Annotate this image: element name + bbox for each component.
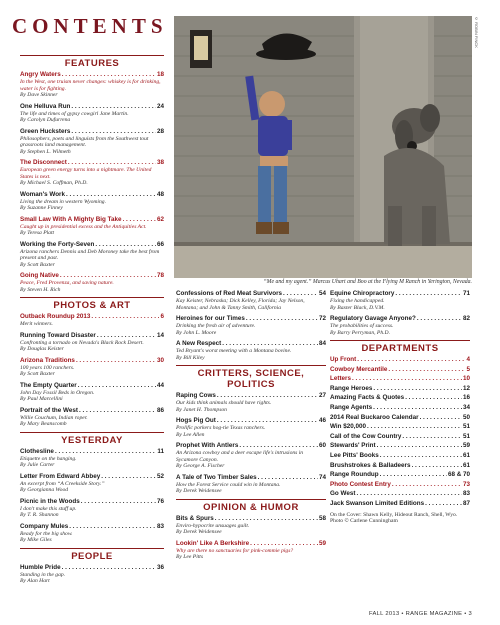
dot-leader xyxy=(76,357,156,365)
toc-entry xyxy=(20,498,164,519)
department-title: 2014 Real Buckaroo Calendar xyxy=(330,413,419,421)
dot-leader xyxy=(71,103,156,111)
toc-entry-page: 48 xyxy=(156,190,164,198)
dot-leader xyxy=(68,159,156,167)
toc-entry xyxy=(176,417,326,438)
people-section xyxy=(20,548,164,585)
toc-entry-byline: By Suzanne Finney xyxy=(20,205,63,211)
departments-section xyxy=(330,340,470,525)
dot-leader xyxy=(380,471,447,479)
toc-entry xyxy=(176,392,326,413)
toc-entry-byline: By Janet H. Thompson xyxy=(176,406,227,413)
toc-entry xyxy=(20,357,164,378)
toc-entry-byline: By Barry Perryman, Ph.D. xyxy=(330,329,390,336)
toc-entry-description: Prolific porkers hog-tie Texas ranchers. xyxy=(176,425,266,431)
toc-entry-description: Ready for the big show. xyxy=(20,530,73,537)
page-title: CONTENTS xyxy=(12,14,168,38)
toc-entry-title: A New Respect xyxy=(176,340,222,347)
toc-entry xyxy=(20,332,164,353)
left-column xyxy=(20,52,164,589)
department-page: 59 xyxy=(462,442,470,450)
dot-leader xyxy=(97,332,156,340)
toc-entry-row[interactable] xyxy=(20,103,164,111)
toc-entry-title: Equine Chiropractory xyxy=(330,290,395,297)
toc-entry-page: 11 xyxy=(157,447,164,455)
toc-entry-page: 66 xyxy=(156,240,164,248)
department-title: Go West xyxy=(330,490,356,498)
toc-entry-row[interactable] xyxy=(176,515,326,523)
toc-entry xyxy=(20,473,164,494)
department-title: Jack Swanson Limited Editions xyxy=(330,499,425,507)
department-page: 51 xyxy=(462,432,470,440)
toc-entry-byline: By Carolyn Dufurrena xyxy=(20,117,71,123)
toc-entry-title: Confessions of Red Meat Survivors xyxy=(176,290,283,297)
department-item[interactable] xyxy=(330,462,470,470)
dot-leader xyxy=(373,404,462,412)
toc-entry-page: 14 xyxy=(156,331,164,339)
section-heading: PHOTOS & ART xyxy=(20,297,164,311)
toc-entry-page: 86 xyxy=(156,406,164,414)
toc-entry-description: Enviro-hypocrite unsuages guilt. xyxy=(176,522,250,529)
toc-entry-byline: By Steven H. Rich xyxy=(20,286,61,293)
toc-entry-page: 58 xyxy=(318,514,326,522)
toc-entry-title: Going Native xyxy=(20,272,59,279)
dot-leader xyxy=(217,392,318,400)
toc-entry-title: Outback Roundup 2013 xyxy=(20,313,91,320)
toc-entry xyxy=(20,241,164,269)
toc-entry-row[interactable] xyxy=(20,332,164,340)
toc-entry-row[interactable] xyxy=(20,241,164,249)
dot-leader xyxy=(71,128,156,136)
toc-entry xyxy=(330,290,470,311)
toc-entry-title: A Tale of Two Timber Sales xyxy=(176,473,257,481)
toc-entry-row[interactable] xyxy=(20,272,164,280)
toc-entry-description: 100 years 100 ranchers. xyxy=(20,364,75,371)
toc-entry-description: Fixing the handicapped. xyxy=(330,298,385,304)
right-top-section xyxy=(330,290,470,336)
boy-and-dog-illustration xyxy=(174,16,472,278)
dot-leader xyxy=(258,474,318,482)
toc-entry-page: 74 xyxy=(318,473,326,481)
toc-entry-byline: By Lee Pitts xyxy=(176,554,204,560)
toc-entry-byline: By Baxter Black, D.V.M. xyxy=(330,304,385,311)
toc-entry-description: John Day Fossil Beds in Oregon. xyxy=(20,389,95,396)
toc-entry-byline: By Derek Weidensee xyxy=(176,529,222,535)
department-item[interactable] xyxy=(330,356,470,364)
photo-caption: “Me and my agent.” Marcus Uhart and Boo at the Flying M Ranch in Yerington, Nevada. xyxy=(263,279,472,285)
department-title: Win $20,000 xyxy=(330,423,366,431)
toc-entry-row[interactable] xyxy=(330,315,470,323)
toc-entry-title: Humble Pride xyxy=(20,563,61,571)
toc-entry-description: Philosophers, poets and linguists from the Southwest tout grassroots land management. xyxy=(20,135,149,148)
toc-entry-page: 59 xyxy=(318,539,326,547)
toc-entry-page: 84 xyxy=(318,340,326,347)
department-page: 73 xyxy=(462,480,470,488)
department-item[interactable] xyxy=(330,394,470,402)
toc-entry-page: 38 xyxy=(156,159,164,166)
photos-art-section xyxy=(20,297,164,428)
toc-entry-row[interactable] xyxy=(20,407,164,415)
toc-entry-row[interactable] xyxy=(176,474,326,482)
department-title: Range Roundup xyxy=(330,471,379,479)
toc-entry-page: 28 xyxy=(156,127,164,135)
toc-entry-title: Arizona Traditions xyxy=(20,356,75,364)
toc-entry-page: 83 xyxy=(156,522,164,530)
toc-entry-title: Company Mules xyxy=(20,522,69,530)
toc-entry-byline: By John L. Moore xyxy=(176,329,217,336)
department-page: 87 xyxy=(462,499,470,507)
toc-entry-title: Running Toward Disaster xyxy=(20,331,96,339)
toc-entry-description: I don't make this stuff up. xyxy=(20,505,77,512)
dot-leader xyxy=(62,71,156,79)
department-item[interactable] xyxy=(330,414,470,422)
dot-leader xyxy=(215,515,318,523)
toc-entry-row[interactable] xyxy=(20,313,164,321)
dot-leader xyxy=(356,490,462,498)
dot-leader xyxy=(123,216,156,224)
toc-entry xyxy=(20,448,164,469)
toc-entry-title: Working the Forty-Seven xyxy=(20,240,95,248)
toc-entry-description: Living the dream in western Wyoming. xyxy=(20,198,106,205)
toc-entry-title: One Helluva Run xyxy=(20,102,71,110)
toc-entry-row[interactable] xyxy=(20,382,164,390)
department-title: Photo Contest Entry xyxy=(330,480,391,488)
toc-entry xyxy=(20,103,164,124)
toc-entry-byline: By Teresa Platt xyxy=(20,230,55,236)
toc-entry-description: European green energy turns into a nightmare. The United States is next. xyxy=(20,167,152,180)
toc-entry-description: Drinking the fresh air of adventure. xyxy=(176,323,256,329)
toc-entry-title: Regulatory Gavage Anyone? xyxy=(330,315,416,322)
dot-leader xyxy=(352,375,462,383)
department-title: Up Front xyxy=(330,356,357,363)
middle-top-section xyxy=(176,290,326,361)
toc-entry-byline: By Alan Hart xyxy=(20,578,50,584)
department-item[interactable] xyxy=(330,452,470,460)
photo-credit: © ROBIN FINCK xyxy=(474,16,479,48)
toc-entry-row[interactable] xyxy=(20,128,164,136)
dot-leader xyxy=(412,462,462,470)
toc-entry-description: How the Forest Service could win in Montana. xyxy=(176,481,281,488)
cover-note: On the Cover: Shawn Kelly, Hideout Ranch, Shell, Wyo. Photo © Carlene Cunningham xyxy=(330,511,458,525)
toc-entry-byline: By Lee Allen xyxy=(176,431,205,438)
toc-entry-row[interactable] xyxy=(176,540,326,548)
toc-entry-description: In the West, one truism never changes: whiskey is for drinking, water is for fighting. xyxy=(20,79,161,92)
toc-entry xyxy=(20,564,164,585)
toc-entry-page: 30 xyxy=(156,356,164,364)
dot-leader xyxy=(373,385,462,393)
toc-entry-byline: By Scott Baxter xyxy=(20,261,55,268)
department-item[interactable] xyxy=(330,433,470,441)
dot-leader xyxy=(425,500,462,508)
toc-entry-description: Caught up in presidential excess and the Antiquities Act. xyxy=(20,223,147,230)
toc-entry-row[interactable] xyxy=(176,417,326,425)
toc-entry xyxy=(20,407,164,428)
dot-leader xyxy=(79,407,156,415)
toc-entry xyxy=(20,313,164,328)
dot-leader xyxy=(388,366,465,374)
toc-entry xyxy=(20,523,164,544)
toc-entry-page: 36 xyxy=(156,563,164,571)
department-page: 16 xyxy=(462,394,470,402)
toc-entry-description: Our kids think animals should have rights. xyxy=(176,400,272,406)
toc-entry-row[interactable] xyxy=(20,357,164,365)
toc-entry-description: The life and times of gypsy cowgirl Jane Martin. xyxy=(20,110,129,117)
department-title: Letters xyxy=(330,375,351,383)
toc-entry-byline: By Julie Carter xyxy=(20,462,55,468)
department-title: Cowboy Mercantile xyxy=(330,365,388,373)
department-page: 4 xyxy=(466,356,470,363)
dot-leader xyxy=(417,315,462,323)
dot-leader xyxy=(62,564,156,572)
toc-entry-byline: By Bill Kiley xyxy=(176,354,205,361)
toc-entry-row[interactable] xyxy=(20,191,164,199)
section-heading: PEOPLE xyxy=(20,548,164,562)
section-heading: CRITTERS, SCIENCE, POLITICS xyxy=(176,365,326,390)
dot-leader xyxy=(60,272,156,280)
toc-entry-title: Small Law With A Mighty Big Take xyxy=(20,215,122,223)
toc-entry-title: Picnic in the Woods xyxy=(20,497,80,505)
dot-leader xyxy=(405,394,462,402)
toc-entry-title: Prophet With Antlers xyxy=(176,442,239,449)
dot-leader xyxy=(377,442,462,450)
toc-entry-row[interactable] xyxy=(20,498,164,506)
toc-entry xyxy=(20,216,164,237)
dot-leader xyxy=(81,498,156,506)
toc-entry xyxy=(20,71,164,99)
toc-entry-row[interactable] xyxy=(176,315,326,323)
dot-leader xyxy=(392,481,462,489)
toc-entry-row[interactable] xyxy=(20,473,164,481)
section-heading: OPINION & HUMOR xyxy=(176,499,326,513)
toc-entry xyxy=(176,540,326,561)
toc-entry xyxy=(20,159,164,187)
toc-entry-title: The Empty Quarter xyxy=(20,381,77,389)
toc-entry-description: Why are there no sanctuaries for pink-commie pigs? xyxy=(176,547,294,554)
department-title: Amazing Facts & Quotes xyxy=(330,394,405,402)
features-section xyxy=(20,55,164,293)
department-title: Brushstrokes & Balladeers xyxy=(330,461,411,469)
toc-entry-byline: By Scott Baxter xyxy=(20,371,55,377)
toc-entry-description: Willie Couchum, Indian roper. xyxy=(20,414,88,421)
department-title: Range Agents xyxy=(330,403,373,411)
toc-entry-description: Confronting a tornado on Nevada's Black Rock Desert. xyxy=(20,339,144,346)
toc-entry-page: 72 xyxy=(318,315,326,322)
toc-entry-page: 46 xyxy=(318,417,326,424)
department-item[interactable] xyxy=(330,366,470,374)
toc-entry xyxy=(176,340,326,361)
toc-entry-byline: By Dave Skinner xyxy=(20,92,58,98)
toc-entry-title: Angry Waters xyxy=(20,71,61,78)
toc-entry-row[interactable] xyxy=(20,523,164,531)
toc-entry-page: 60 xyxy=(318,442,326,449)
toc-entry xyxy=(20,128,164,156)
toc-entry-title: Woman's Work xyxy=(20,190,66,198)
toc-entry-row[interactable] xyxy=(176,392,326,400)
dot-leader xyxy=(367,423,462,431)
toc-entry-title: Bits & Spurs xyxy=(176,514,214,522)
right-column xyxy=(330,290,470,525)
toc-entry-page: 18 xyxy=(156,71,164,78)
toc-entry xyxy=(176,474,326,495)
page-footer: FALL 2013 • RANGE MAGAZINE • 3 xyxy=(368,611,472,617)
toc-entry-page: 62 xyxy=(156,215,164,223)
toc-entry-byline: By Georgianna Wood xyxy=(20,487,69,493)
toc-entry-description: Ted Bryant's worst meeting with a Montana bovine. xyxy=(176,348,292,354)
department-title: Range Heroes xyxy=(330,384,373,392)
toc-entry-byline: By Derek Weidensee xyxy=(176,488,222,494)
toc-entry-description: Etiquette on the hanging. xyxy=(20,455,77,462)
dot-leader xyxy=(357,356,465,364)
department-item[interactable] xyxy=(330,404,470,412)
dot-leader xyxy=(283,290,318,298)
section-heading: FEATURES xyxy=(20,55,164,69)
section-heading: YESTERDAY xyxy=(20,432,164,446)
toc-entry xyxy=(330,315,470,336)
toc-entry-page: 78 xyxy=(156,272,164,279)
department-item[interactable] xyxy=(330,423,470,431)
department-item[interactable] xyxy=(330,471,470,479)
department-item[interactable] xyxy=(330,375,470,383)
toc-entry-page: 24 xyxy=(156,102,164,110)
toc-entry xyxy=(176,515,326,536)
toc-entry xyxy=(20,382,164,403)
toc-entry-page: 44 xyxy=(156,381,164,389)
department-item[interactable] xyxy=(330,442,470,450)
toc-entry-row[interactable] xyxy=(176,290,326,298)
toc-entry-title: The Disconnect xyxy=(20,159,67,166)
department-page: 34 xyxy=(462,403,470,411)
dot-leader xyxy=(55,448,156,456)
toc-entry xyxy=(176,442,326,470)
dot-leader xyxy=(380,452,462,460)
toc-entry-page: 27 xyxy=(318,392,326,399)
toc-entry-row[interactable] xyxy=(20,564,164,572)
toc-entry xyxy=(176,290,326,311)
department-item[interactable] xyxy=(330,500,470,508)
toc-entry-description: Peace, Fred Provenza, and saving nature. xyxy=(20,280,114,286)
toc-entry-byline: By George A. Fischer xyxy=(176,463,225,469)
dot-leader xyxy=(246,315,318,323)
critters-section xyxy=(176,365,326,495)
toc-entry-title: Portrait of the West xyxy=(20,406,78,414)
toc-entry-title: Raping Cows xyxy=(176,392,216,399)
toc-entry-description: An Arizona cowboy and a deer escape life's intrusions in Sycamore Canyon. xyxy=(176,450,304,463)
department-page: 61 xyxy=(462,451,470,459)
dot-leader xyxy=(66,191,156,199)
toc-entry-page: 71 xyxy=(462,290,470,297)
toc-entry-byline: By Mary Beanscomb xyxy=(20,421,67,427)
toc-entry-byline: By Paul Marcellini xyxy=(20,396,63,402)
dot-leader xyxy=(420,414,462,422)
toc-entry-title: Hogs Pig Out xyxy=(176,417,216,424)
toc-entry-description: Arizona ranchers Dennis and Deb Moroney take the best from present and past. xyxy=(20,248,160,261)
toc-entry xyxy=(20,272,164,293)
dot-leader xyxy=(91,313,159,321)
toc-entry-row[interactable] xyxy=(20,216,164,224)
middle-column xyxy=(176,290,326,565)
toc-entry-page: 52 xyxy=(156,472,164,480)
toc-entry-title: Letter From Edward Abbey xyxy=(20,472,101,480)
department-title: Stewards' Print xyxy=(330,442,376,450)
dot-leader xyxy=(395,290,462,298)
toc-entry-row[interactable] xyxy=(20,71,164,79)
dot-leader xyxy=(95,241,156,249)
toc-entry-page: 76 xyxy=(156,497,164,505)
toc-entry-byline: By T. R. Shannon xyxy=(20,512,59,518)
toc-entry-page: 54 xyxy=(318,290,326,297)
dot-leader xyxy=(69,523,156,531)
department-page: 12 xyxy=(462,384,470,392)
toc-entry-page: 6 xyxy=(160,313,164,320)
toc-entry-row[interactable] xyxy=(176,340,326,348)
toc-entry-row[interactable] xyxy=(330,290,470,298)
department-title: Lee Pitts' Books xyxy=(330,451,379,459)
department-page: 5 xyxy=(466,365,470,373)
department-item[interactable] xyxy=(330,490,470,498)
department-page: 68 & 70 xyxy=(447,471,470,479)
toc-entry-title: Green Hucksters xyxy=(20,127,71,135)
toc-entry-row[interactable] xyxy=(20,448,164,456)
section-heading: DEPARTMENTS xyxy=(330,340,470,354)
department-page: 51 xyxy=(462,423,470,431)
dot-leader xyxy=(222,340,318,348)
toc-entry-byline: By Stephen L. Wilmeth xyxy=(20,148,71,155)
department-item[interactable] xyxy=(330,481,470,489)
department-page: 10 xyxy=(462,375,470,383)
toc-entry xyxy=(20,191,164,212)
dot-leader xyxy=(239,442,318,450)
toc-entry-description: An excerpt from “A Creekside Story.” xyxy=(20,480,105,487)
toc-entry-description: The probabilities of success. xyxy=(330,323,394,329)
dot-leader xyxy=(78,382,156,390)
department-page: 50 xyxy=(462,413,470,421)
toc-entry-page: 82 xyxy=(462,315,470,322)
department-page: 61 xyxy=(462,461,470,469)
department-title: Call of the Cow Country xyxy=(330,432,402,440)
toc-entry xyxy=(176,315,326,336)
cover-photo xyxy=(174,16,472,278)
toc-entry-byline: By Douglas Keister xyxy=(20,346,64,352)
dot-leader xyxy=(402,433,462,441)
toc-entry-description: Merit winners. xyxy=(20,321,53,327)
toc-entry-byline: By Michael S. Coffman, Ph.D. xyxy=(20,180,88,186)
dot-leader xyxy=(217,417,318,425)
yesterday-section xyxy=(20,432,164,544)
dot-leader xyxy=(101,473,156,481)
opinion-section xyxy=(176,499,326,561)
dot-leader xyxy=(250,540,318,548)
department-page: 83 xyxy=(462,490,470,498)
toc-entry-row[interactable] xyxy=(176,442,326,450)
toc-entry-title: Lookin' Like A Berkshire xyxy=(176,539,250,547)
toc-entry-title: Clothesline xyxy=(20,447,54,455)
toc-entry-row[interactable] xyxy=(20,159,164,167)
toc-entry-description: Kay Keister, Nebraska; Dick Kelley, Florida; Jay Nelson, Montana; and John & Tanny Smith, California xyxy=(176,298,305,311)
toc-entry-title: Heroines for our Times xyxy=(176,315,245,322)
department-item[interactable] xyxy=(330,385,470,393)
toc-entry-byline: By Mike Giles xyxy=(20,537,52,543)
toc-entry-description: Standing in the gap. xyxy=(20,571,66,578)
